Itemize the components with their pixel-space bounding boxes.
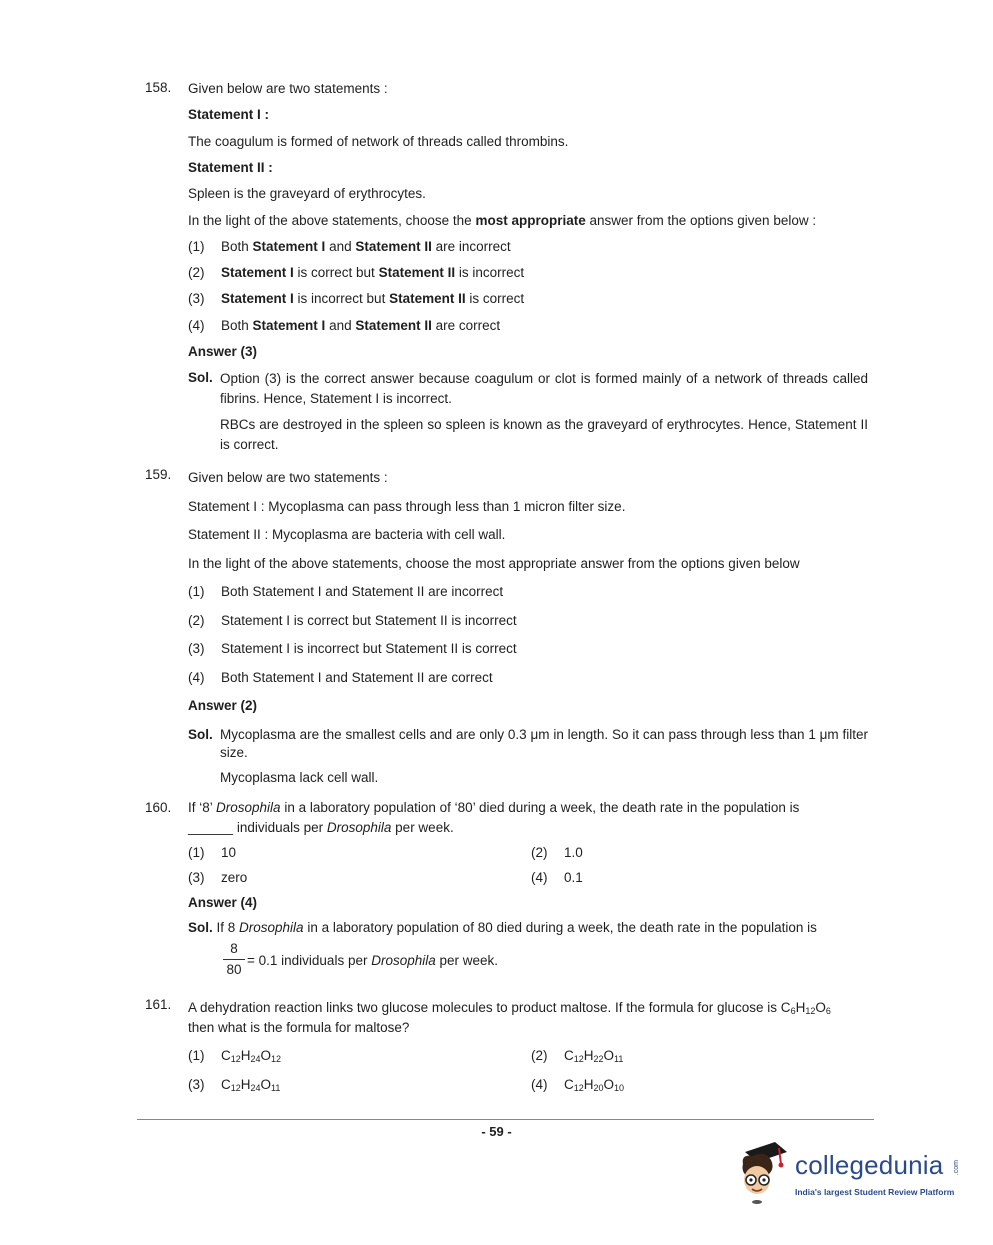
option-text: zero [221, 870, 248, 885]
answer-blank: ______ [188, 820, 234, 835]
fraction [223, 941, 245, 978]
q158-statement1-text: The coagulum is formed of network of threads called thrombins. [188, 134, 569, 149]
option-number: (4) [188, 670, 205, 685]
option-text: 0.1 [564, 870, 583, 885]
option-text: Statement I is incorrect but Statement II is correct [221, 291, 525, 306]
q158-statement2-text: Spleen is the graveyard of erythrocytes. [188, 186, 426, 201]
option-number: (4) [531, 1077, 548, 1092]
q159-answer: Answer (2) [188, 698, 258, 713]
q159-intro: Given below are two statements : [188, 470, 388, 485]
q158-solution-2: RBCs are destroyed in the spleen so spleen is known as the graveyard of erythrocytes. Hence, Statement II is correct. [220, 417, 868, 452]
option-number: (1) [188, 845, 205, 860]
option-text: 10 [221, 845, 237, 860]
q161-stem-line1: A dehydration reaction links two glucose molecules to product maltose. If the formula for glucose is $C_6H_{12}O_6$ [188, 1000, 831, 1016]
q160-stem-line1: If ‘8’ Drosophila in a laboratory population of ‘80’ died during a week, the death rate in the population is [188, 800, 800, 815]
q159-sol-label: Sol. [188, 727, 213, 742]
q161-stem-line2: then what is the formula for maltose? [188, 1020, 410, 1035]
collegedunia-tagline: India's largest Student Review Platform [795, 1187, 955, 1197]
question-number-159: 159. [145, 467, 172, 482]
q159-solution-2: Mycoplasma lack cell wall. [220, 770, 379, 785]
option-text: 1.0 [564, 845, 583, 860]
q160-answer: Answer (4) [188, 895, 258, 910]
option-text: Both Statement I and Statement II are correct [221, 670, 493, 685]
option-text: Statement I is incorrect but Statement II is correct [221, 641, 517, 656]
q158-answer: Answer (3) [188, 344, 258, 359]
option-number: (2) [188, 613, 205, 628]
option-number: (3) [188, 641, 205, 656]
option-number: (2) [531, 1048, 548, 1063]
q158-intro: Given below are two statements : [188, 81, 388, 96]
option-number: (1) [188, 239, 205, 254]
fraction-bar [223, 959, 245, 960]
q158-sol-label: Sol. [188, 370, 213, 385]
q158-instruction: In the light of the above statements, choose the most appropriate answer from the options given below : [188, 213, 817, 228]
option-number: (3) [188, 1077, 205, 1092]
question-number-158: 158. [145, 80, 172, 95]
option-number: (1) [188, 584, 205, 599]
q159-solution-1: Mycoplasma are the smallest cells and are only 0.3 μm in length. So it can pass through less than 1 μm filter size. [220, 727, 868, 760]
option-text: Both Statement I and Statement II are correct [221, 318, 501, 333]
option-text: Statement I is correct but Statement II is incorrect [221, 265, 525, 280]
option-number: (3) [188, 291, 205, 306]
q158-solution-1: Option (3) is the correct answer because coagulum or clot is formed mainly of a network of threads called fibrins. Hence, Statement I is incorrect. [220, 371, 868, 406]
option-number: (4) [531, 870, 548, 885]
option-number: (2) [531, 845, 548, 860]
collegedunia-mascot-icon [735, 1138, 795, 1206]
collegedunia-logo-com: .com [953, 1160, 960, 1176]
option-text: Statement I is correct but Statement II is incorrect [221, 613, 517, 628]
option-number: (4) [188, 318, 205, 333]
q160-stem-line2: ______ individuals per Drosophila per week. [188, 820, 454, 835]
option-text: $C_{12}H_{24}O_{11}$ [221, 1077, 281, 1093]
fraction-denominator: 80 [226, 962, 242, 977]
option-text: Both Statement I and Statement II are incorrect [221, 584, 504, 599]
collegedunia-logo-text: collegedunia [795, 1150, 944, 1180]
fraction-result: = 0.1 individuals per Drosophila per week. [247, 953, 499, 968]
q159-statement1: Statement I : Mycoplasma can pass through less than 1 micron filter size. [188, 499, 626, 514]
question-number-161: 161. [145, 997, 172, 1012]
option-number: (3) [188, 870, 205, 885]
option-text: $C_{12}H_{22}O_{11}$ [564, 1048, 624, 1064]
footer-divider [137, 1119, 874, 1120]
option-number: (2) [188, 265, 205, 280]
question-number-160: 160. [145, 800, 172, 815]
option-text: Both Statement I and Statement II are incorrect [221, 239, 511, 254]
option-text: $C_{12}H_{24}O_{12}$ [221, 1048, 282, 1064]
option-number: (1) [188, 1048, 205, 1063]
q158-statement1-heading: Statement I : [188, 107, 270, 122]
q159-statement2: Statement II : Mycoplasma are bacteria with cell wall. [188, 527, 506, 542]
page-number: - 59 - [481, 1124, 512, 1139]
q158-statement2-heading: Statement II : [188, 160, 273, 175]
fraction-numerator: 8 [230, 941, 238, 956]
q160-solution: Sol. If 8 Drosophila in a laboratory population of 80 died during a week, the death rate in the population is [188, 920, 817, 935]
option-text: $C_{12}H_{20}O_{10}$ [564, 1077, 625, 1093]
q159-instruction: In the light of the above statements, choose the most appropriate answer from the options given below [188, 556, 800, 571]
